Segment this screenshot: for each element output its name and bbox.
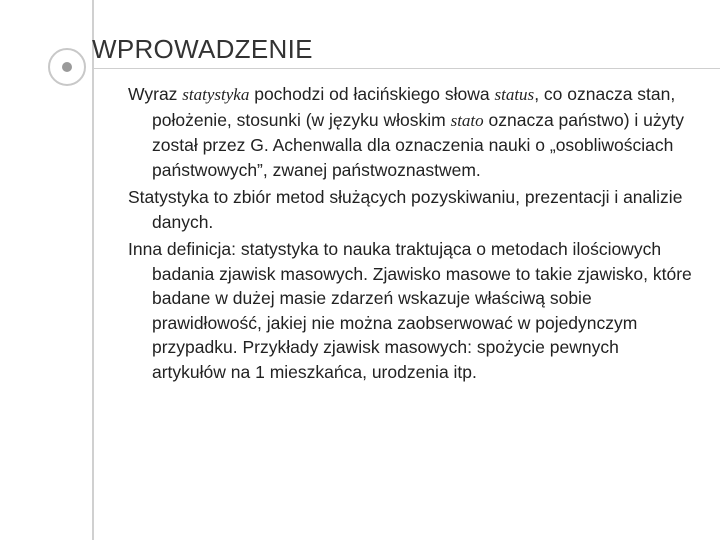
italic-term: statystyka [182,85,250,104]
text-segment: , co oznacza stan, położenie, stosunki (w języku włoskim [152,84,676,130]
slide-body [128,82,696,387]
slide-title: WPROWADZENIE [92,34,313,64]
text-segment: pochodzi od łacińskiego słowa [249,84,495,104]
italic-term: status [494,85,535,104]
paragraph-alternative-definition: Inna definicja: statystyka to nauka traktująca o metodach ilościowych badania zjawisk masowych. Zjawisko masowe to takie zjawisko, które badane w dużej masie zdarzeń wskazuje właściwą sobie prawidłowość, jakiej nie można zaobserwować w pojedynczym przypadku. Przykłady zjawisk masowych: spożycie pewnych artykułów na 1 mieszkańca, urodzenia itp. [128,239,692,382]
text-segment: oznacza państwo) i użyty został przez G. Achenwalla dla oznaczenia nauki o „osobliwościach państwowych”, zwanej państwoznastwem. [152,109,685,180]
paragraph-definition: Statystyka to zbiór metod służących pozyskiwaniu, prezentacji i analizie danych. [128,187,683,232]
italic-term: stato [450,110,484,130]
paragraph-etymology [128,82,696,182]
title-divider [92,68,720,69]
text-segment: Wyraz [128,84,183,104]
decorative-dot-icon [62,62,72,72]
